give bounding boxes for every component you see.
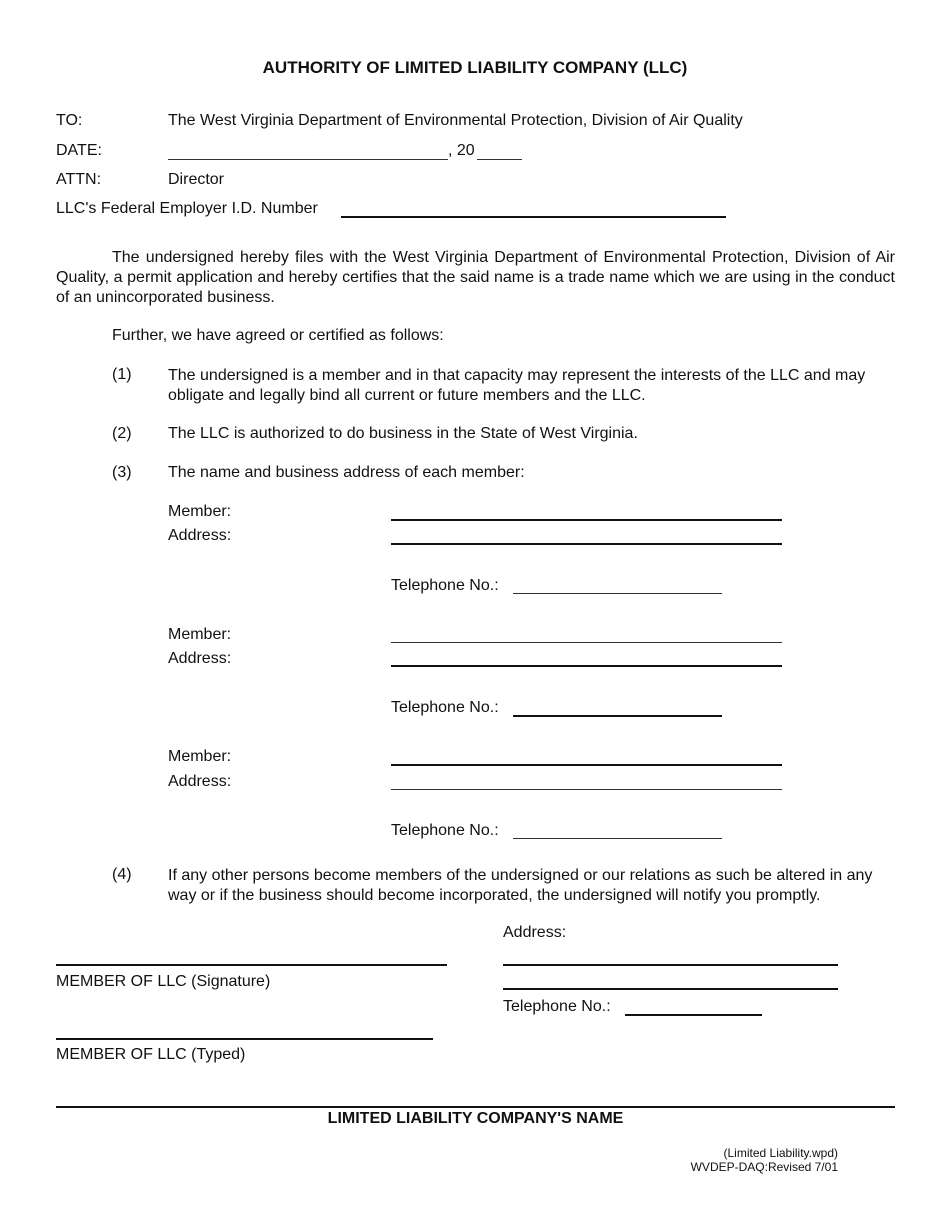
item-1-number: (1): [112, 366, 132, 383]
signature-telephone-line[interactable]: [625, 1014, 762, 1016]
footer-revision: WVDEP-DAQ:Revised 7/01: [690, 1160, 838, 1174]
member-1-label: Member:: [168, 503, 232, 520]
date-year-prefix: , 20: [448, 142, 475, 159]
signature-line[interactable]: [56, 964, 447, 966]
fein-label: LLC's Federal Employer I.D. Number: [56, 200, 318, 217]
item-3-text: The name and business address of each member:: [168, 464, 525, 481]
member-1-address-line[interactable]: [391, 543, 782, 545]
to-label: TO:: [56, 112, 83, 129]
footer-filename: (Limited Liability.wpd): [723, 1146, 838, 1160]
to-value: The West Virginia Department of Environmental Protection, Division of Air Quality: [168, 112, 743, 129]
attn-value: Director: [168, 171, 225, 188]
company-name-line[interactable]: [56, 1106, 895, 1108]
item-4-text: If any other persons become members of the undersigned or our relations as such be altered in any way or if the business should become incorporated, the undersigned will notify you promptly.: [168, 867, 873, 904]
item-3-number: (3): [112, 464, 132, 481]
member-1-telephone-label: Telephone No.:: [391, 577, 499, 594]
typed-label: MEMBER OF LLC (Typed): [56, 1046, 246, 1063]
member-3-label: Member:: [168, 748, 232, 765]
member-2-telephone-line[interactable]: [513, 715, 722, 717]
page-title: AUTHORITY OF LIMITED LIABILITY COMPANY (LLC): [262, 58, 688, 77]
member-2-address-line[interactable]: [391, 665, 782, 667]
item-4-number: (4): [112, 866, 132, 883]
item-2-text: The LLC is authorized to do business in the State of West Virginia.: [168, 425, 638, 442]
signature-address-line-2[interactable]: [503, 988, 838, 990]
further-text: Further, we have agreed or certified as follows:: [112, 327, 444, 344]
date-year-line[interactable]: [477, 159, 522, 160]
member-2-address-label: Address:: [168, 650, 232, 667]
typed-name-line[interactable]: [56, 1038, 433, 1040]
date-label: DATE:: [56, 142, 102, 159]
signature-address-label: Address:: [503, 924, 567, 941]
member-2-name-line[interactable]: [391, 642, 782, 643]
signature-label: MEMBER OF LLC (Signature): [56, 973, 271, 990]
member-2-telephone-label: Telephone No.:: [391, 699, 499, 716]
member-1-telephone-line[interactable]: [513, 593, 722, 594]
member-1-address-label: Address:: [168, 527, 232, 544]
member-3-name-line[interactable]: [391, 764, 782, 766]
member-1-name-line[interactable]: [391, 519, 782, 521]
member-3-telephone-line[interactable]: [513, 838, 722, 839]
fein-field-line[interactable]: [341, 216, 726, 218]
date-field-line[interactable]: [168, 159, 448, 160]
member-3-address-line[interactable]: [391, 789, 782, 790]
signature-address-line-1[interactable]: [503, 964, 838, 966]
member-2-label: Member:: [168, 626, 232, 643]
member-3-address-label: Address:: [168, 773, 232, 790]
member-3-telephone-label: Telephone No.:: [391, 822, 499, 839]
signature-telephone-label: Telephone No.:: [503, 998, 611, 1015]
attn-label: ATTN:: [56, 171, 102, 188]
intro-paragraph: The undersigned hereby files with the West Virginia Department of Environmental Protection, Division of Air Quality, a permit application and hereby certifies that the said name is a trade name which we are using in the conduct of an unincorporated business.: [56, 249, 895, 306]
item-1-text: The undersigned is a member and in that capacity may represent the interests of the LLC and may obligate and legally bind all current or future members and the LLC.: [168, 367, 866, 404]
company-name-label: LIMITED LIABILITY COMPANY'S NAME: [327, 1110, 624, 1127]
item-2-number: (2): [112, 425, 132, 442]
